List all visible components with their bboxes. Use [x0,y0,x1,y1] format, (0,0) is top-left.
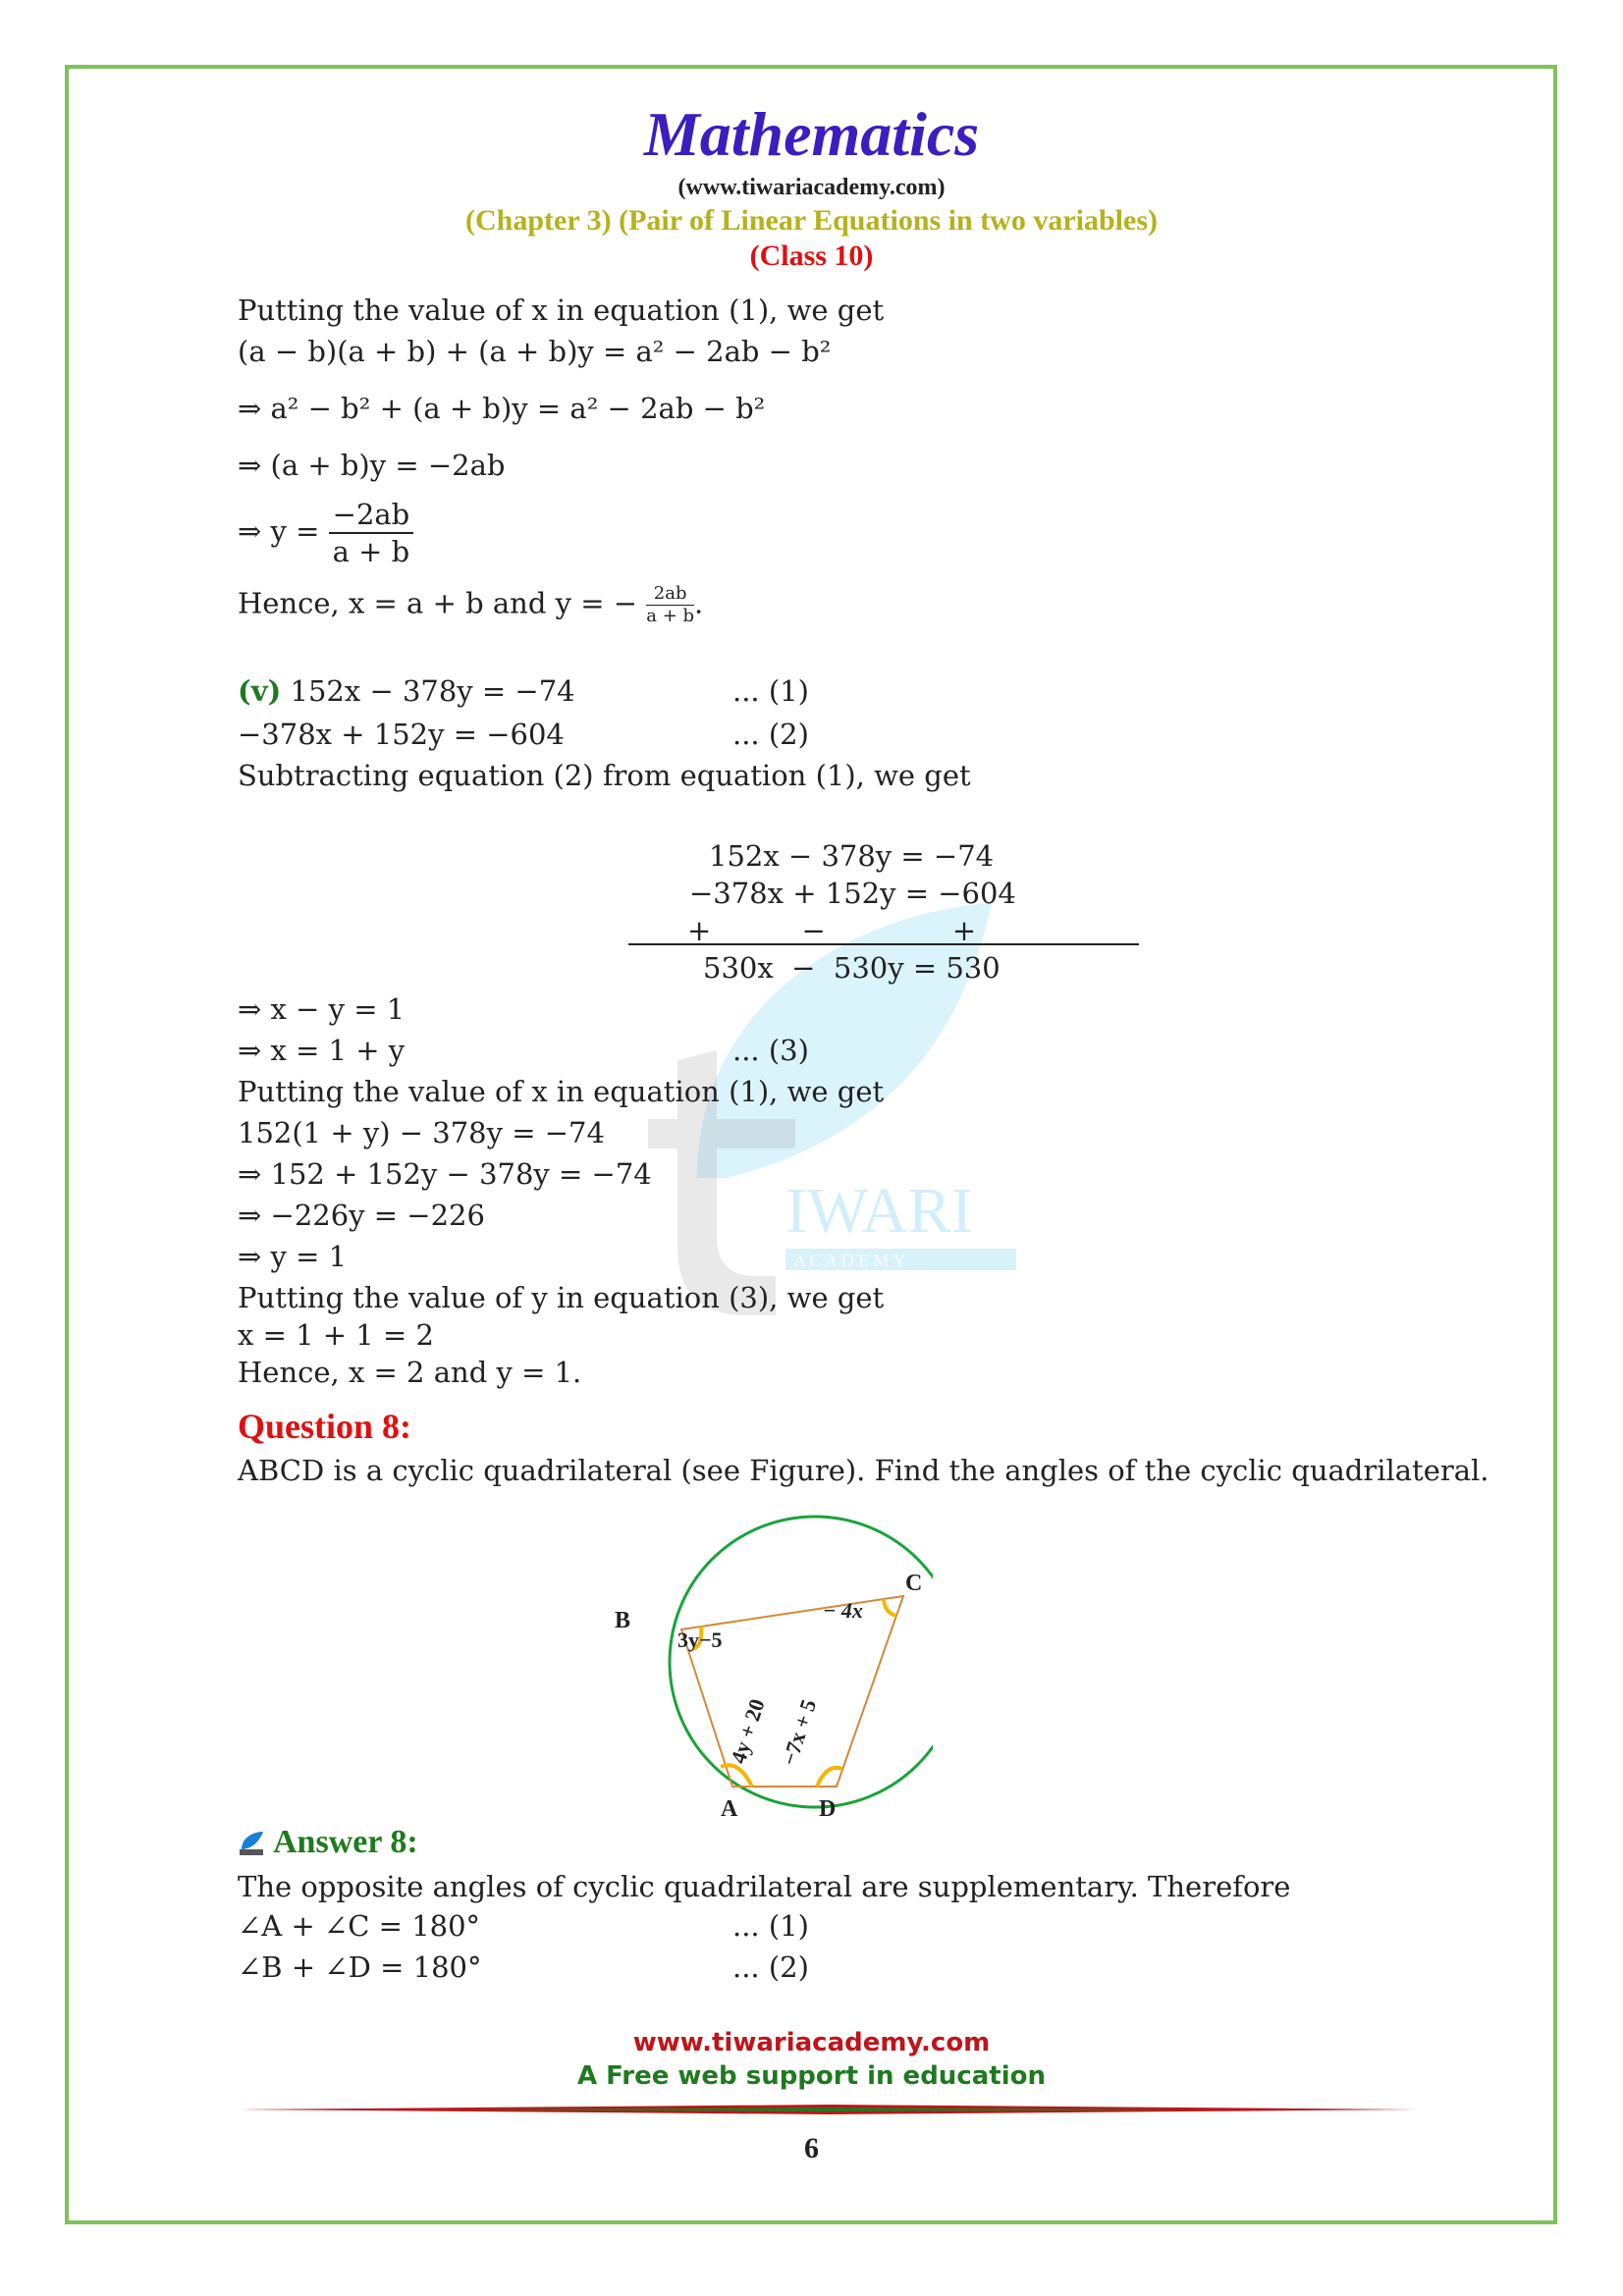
answer-leaf-icon [238,1830,265,1857]
iv-line-2: ⇒ a² − b² + (a + b)y = a² − 2ab − b² [238,392,766,425]
v-step-8: Putting the value of y in equation (3), we get [238,1281,885,1314]
iv-line-1: (a − b)(a + b) + (a + b)y = a² − 2ab − b² [238,335,832,368]
answer-8-text: The opposite angles of cyclic quadrilateral are supplementary. Therefore [238,1870,1291,1903]
page-number: 6 [804,2132,819,2164]
angle-arc-d [817,1768,842,1787]
v-step-3: Putting the value of x in equation (1), we get [238,1075,885,1108]
v-stack-rule [628,943,1139,945]
v-step-10: Hence, x = 2 and y = 1. [238,1356,582,1389]
v-step-2-ref: ... (3) [732,1034,809,1067]
cyclic-quadrilateral-figure [599,1502,933,1826]
question-8-text: ABCD is a cyclic quadrilateral (see Figure). Find the angles of the cyclic quadrilateral. [238,1454,1489,1487]
iv-fraction-num: −2ab [329,497,414,534]
footer-divider [241,2105,1419,2114]
v-step-4: 152(1 + y) − 378y = −74 [238,1116,605,1149]
iv-intro: Putting the value of x in equation (1), we get [238,294,885,327]
v-eq-1-ref: ... (1) [732,674,809,708]
v-step-2: ⇒ x = 1 + y [238,1034,406,1067]
iv-line-3: ⇒ (a + b)y = −2ab [238,449,506,482]
iv-hence-prefix: Hence, x = a + b and y = − [238,586,638,620]
v-step-1: ⇒ x − y = 1 [238,992,406,1026]
watermark-subword: A C A D E M Y [793,1251,906,1270]
iv-hence-den: a + b [646,606,695,626]
v-subtract-text: Subtracting equation (2) from equation (1), we get [238,759,971,792]
iv-hence-num: 2ab [646,583,694,606]
vertex-label-b: B [615,1608,631,1633]
answer-8-heading: Answer 8: [273,1824,418,1860]
v-stack-2: −378x + 152y = −604 [689,877,1016,910]
vertex-label-a: A [721,1796,738,1822]
v-step-5: ⇒ 152 + 152y − 378y = −74 [238,1157,652,1191]
watermark-word: IWARI [785,1175,973,1247]
angle-label-d: −7x + 5 [776,1696,822,1769]
iv-fraction-den: a + b [332,535,410,568]
v-step-6: ⇒ −226y = −226 [238,1199,485,1232]
footer-tagline: A Free web support in education [576,2061,1046,2091]
angle-arc-c [884,1599,896,1616]
v-eq-2: −378x + 152y = −604 [238,718,565,751]
v-eq-1 [238,673,575,709]
iv-line-4 [238,497,413,569]
angle-label-c: − 4x [823,1598,863,1623]
v-step-9: x = 1 + 1 = 2 [238,1318,434,1352]
v-eq-1-text: 152x − 378y = −74 [290,674,575,708]
iv-hence-fraction [646,583,694,627]
answer-8-eq-2-ref: ... (2) [732,1950,809,1984]
chapter-title: (Chapter 3) (Pair of Linear Equations in two variables) [464,204,1158,237]
iv-hence [238,583,703,627]
answer-8-eq-1: ∠A + ∠C = 180° [238,1909,481,1943]
angle-label-b: 3y−5 [677,1628,723,1652]
vertex-label-d: D [819,1796,837,1822]
iv-line-4-prefix: ⇒ y = [238,514,329,548]
v-label: (v) [238,674,282,708]
v-eq-2-ref: ... (2) [732,718,809,751]
class-label: (Class 10) [749,240,874,272]
answer-8-eq-2: ∠B + ∠D = 180° [238,1950,482,1984]
v-stack-signs: + − + [687,914,977,947]
iv-hence-end: . [694,586,704,620]
angle-label-a: 4y + 20 [725,1695,770,1767]
v-stack-1: 152x − 378y = −74 [709,839,995,873]
iv-fraction [329,497,414,569]
footer-url: www.tiwariacademy.com [632,2028,991,2057]
page-title: Mathematics [643,99,980,169]
header-url: (www.tiwariacademy.com) [677,175,946,200]
question-8-heading: Question 8: [238,1407,412,1446]
v-stack-result: 530x − 530y = 530 [703,951,1001,985]
v-step-7: ⇒ y = 1 [238,1240,348,1273]
vertex-label-c: C [905,1571,923,1596]
answer-8-eq-1-ref: ... (1) [732,1909,809,1943]
